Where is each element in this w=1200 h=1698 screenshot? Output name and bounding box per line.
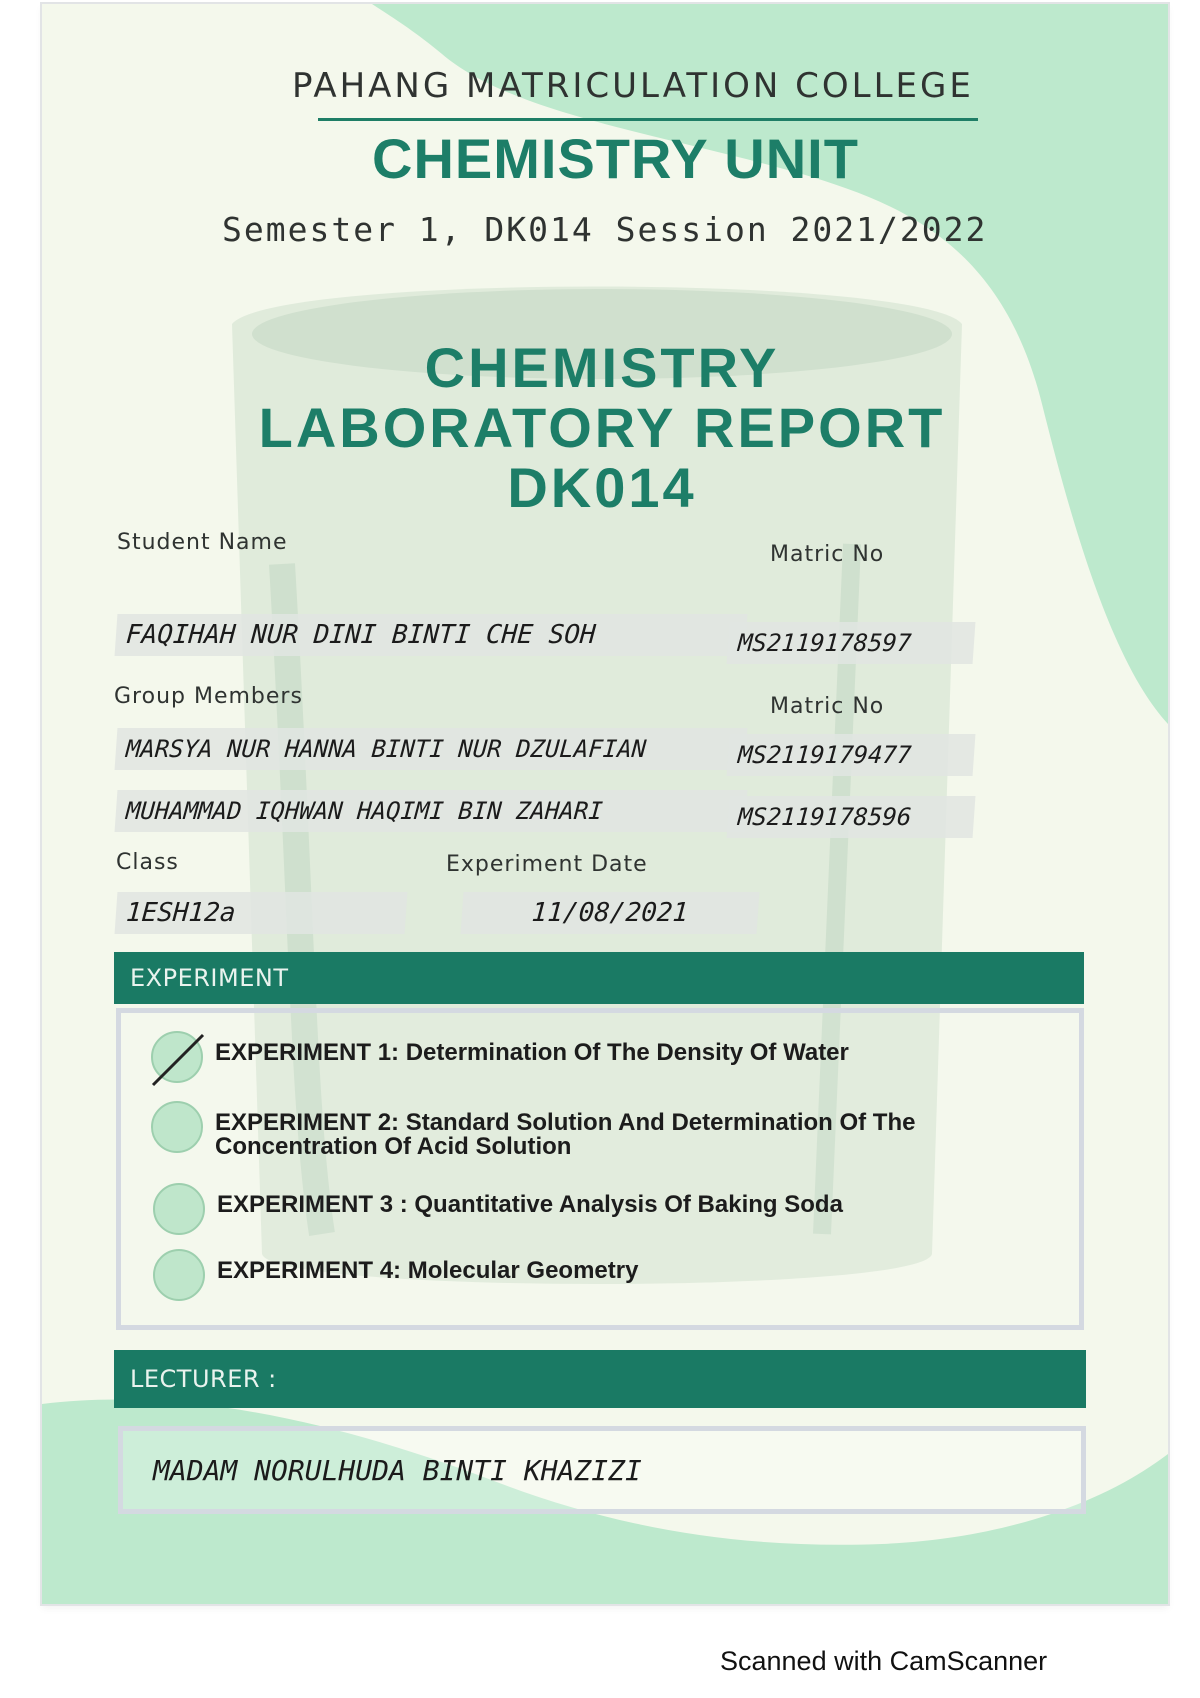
student-name-field: FAQIHAH NUR DINI BINTI CHE SOH [115, 614, 748, 656]
report-title-line-2: LABORATORY REPORT [258, 396, 946, 459]
experiment-list [116, 1008, 1084, 1330]
experiment-date-field: 11/08/2021 [461, 892, 760, 934]
report-cover-page [42, 4, 1168, 1604]
empty-circle-icon [153, 1249, 205, 1301]
report-title-line-1: CHEMISTRY [424, 336, 780, 399]
experiment-item-2 [151, 1101, 975, 1159]
empty-circle-icon [151, 1101, 203, 1153]
lecturer-section-header: LECTURER : [114, 1350, 1086, 1408]
experiment-3-label: EXPERIMENT 3 : Quantitative Analysis Of Baking Soda [217, 1191, 843, 1218]
class-field: 1ESH12a [115, 892, 408, 934]
group-matric-label: Matric No [770, 694, 885, 719]
semester-session: Semester 1, DK014 Session 2021/2022 [222, 210, 988, 249]
experiment-item-3 [153, 1183, 977, 1235]
report-title-line-3: DK014 [507, 456, 697, 519]
class-label: Class [116, 850, 179, 875]
group-member-2-name: MUHAMMAD IQHWAN HAQIMI BIN ZAHARI [115, 790, 748, 832]
checked-circle-icon [151, 1031, 203, 1083]
unit-title: CHEMISTRY UNIT [372, 127, 859, 190]
group-members-label: Group Members [114, 684, 303, 709]
experiment-item-4 [153, 1249, 977, 1301]
group-member-2-matric: MS2119178596 [727, 796, 976, 838]
scanner-watermark: Scanned with CamScanner [720, 1646, 1048, 1676]
experiment-item-1 [151, 1031, 975, 1083]
experiment-1-label: EXPERIMENT 1: Determination Of The Density Of Water [215, 1039, 849, 1066]
student-matric-label: Matric No [770, 542, 885, 567]
group-member-1-name: MARSYA NUR HANNA BINTI NUR DZULAFIAN [115, 728, 748, 770]
experiment-date-label: Experiment Date [446, 852, 648, 877]
experiment-4-label: EXPERIMENT 4: Molecular Geometry [217, 1257, 639, 1284]
experiment-2-label: EXPERIMENT 2: Standard Solution And Determination Of The Concentration Of Acid Solution [215, 1109, 916, 1160]
header-divider [318, 118, 978, 121]
report-title [212, 338, 992, 518]
group-member-1-matric: MS2119179477 [727, 734, 976, 776]
empty-circle-icon [153, 1183, 205, 1235]
student-name-label: Student Name [117, 530, 288, 555]
experiment-section-header: EXPERIMENT [114, 952, 1084, 1004]
lecturer-name-field: MADAM NORULHUDA BINTI KHAZIZI [118, 1426, 1086, 1514]
student-matric-field: MS2119178597 [727, 622, 976, 664]
college-name: PAHANG MATRICULATION COLLEGE [292, 66, 974, 106]
